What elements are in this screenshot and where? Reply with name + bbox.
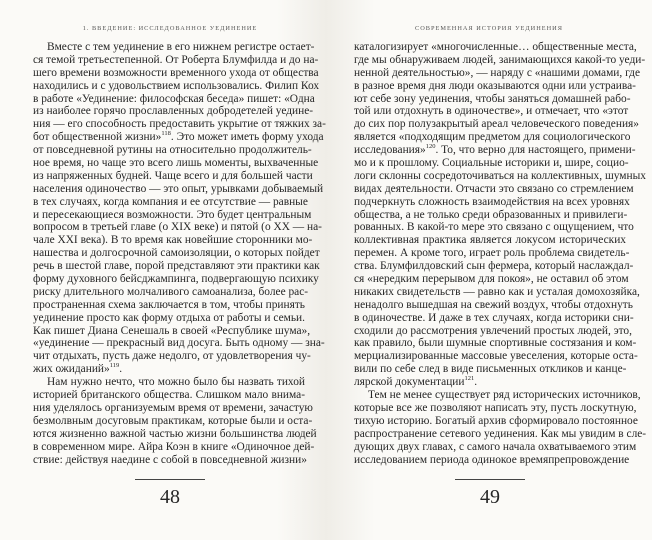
text-line	[354, 376, 626, 389]
line-text: речь в шестой главе, порой представляют эти практики как	[33, 260, 320, 273]
text-line	[33, 337, 325, 350]
page-number: 49	[480, 486, 500, 508]
line-text: Вместе с тем уединение в его нижнем регистре остает-	[47, 41, 315, 53]
line-text: риску длительного молчаливого самоанализа, более рас-	[33, 285, 309, 298]
text-line	[33, 144, 312, 157]
text-line	[33, 273, 319, 286]
line-text: лярской документации	[354, 376, 465, 389]
text-line	[354, 209, 626, 222]
page-body	[354, 41, 647, 466]
text-line	[354, 105, 629, 118]
text-line	[33, 169, 313, 183]
text-line	[33, 66, 319, 80]
line-text: исследования»	[354, 144, 426, 157]
text-line	[354, 169, 646, 183]
line-text: вопросом в третьей главе (о XIX веке) и пятой (о XX — на-	[33, 221, 322, 234]
line-text: ся «нередким перерывом для покоя», не оставил об этом	[354, 273, 629, 286]
text-line	[33, 260, 320, 273]
line-text: вили по себе след в виде письменных откликов и канце-	[354, 363, 627, 376]
text-line	[354, 66, 641, 80]
line-text: коллективная практика является локусом исторических	[354, 234, 626, 247]
text-line	[354, 350, 638, 363]
line-text: уединение просто как форму отдыха от работы и семьи.	[33, 311, 305, 324]
text-line	[33, 414, 313, 428]
text-line	[33, 324, 311, 338]
line-text: Как пишет Диана Сенешаль в своей «Республике шума»,	[33, 324, 311, 337]
text-line	[354, 234, 626, 247]
page-number-rule	[135, 479, 205, 480]
text-line	[354, 440, 637, 454]
line-text: до сих пор полузакрытый ареал человеческого поведения»	[354, 118, 639, 131]
line-text: в современном мире. Айра Коэн в книге «Одиночное дей-	[33, 440, 315, 453]
line-text: ния уделялось организуемым время от времени, зачастую	[33, 401, 313, 414]
text-line	[33, 105, 314, 118]
footnote-reference: 118	[161, 130, 171, 138]
line-text: перемен. А кроме того, играет роль проблема свидетель-	[354, 247, 630, 260]
text-line	[354, 41, 637, 54]
line-text: Тем не менее существует ряд исторических источников,	[368, 389, 641, 402]
line-text-continued: . То, что верно для настоящего, примени-	[435, 144, 636, 157]
text-line	[33, 350, 311, 363]
line-text: «уединение — прекрасный вид досуга. Быть одному — зна-	[33, 337, 325, 350]
text-line	[354, 414, 638, 428]
line-text: мерциализированные массовые увеселения, которые оста-	[354, 350, 638, 363]
line-text-continued: . Это может иметь форму ухода	[170, 131, 324, 144]
line-text: от повседневной рутины на относительно продолжитель-	[33, 144, 312, 157]
line-text: логи склонны сосредоточиваться на коллективных, шумных	[354, 169, 646, 182]
text-line	[354, 79, 636, 93]
line-text: ются жизненно важной частью жизни большинства людей	[33, 427, 317, 440]
text-line	[354, 221, 634, 234]
line-text: мо и к прошлому. Социальные историки и, шире, социо-	[354, 157, 629, 170]
line-text: чале XXI века). В то время как новейшие сторонники мо-	[33, 234, 313, 247]
text-line	[354, 260, 634, 273]
line-text: сходили до рассмотрения увлечений простых людей, это,	[354, 324, 632, 337]
footnote-reference: 120	[425, 143, 436, 151]
text-line	[354, 363, 626, 376]
text-line	[354, 53, 646, 67]
line-text: исследованием периода одинокое времяпрепровождение	[354, 453, 630, 466]
line-text: пространенная схема заключается в том, чтобы принять	[33, 298, 305, 311]
text-line	[33, 376, 305, 389]
text-line	[33, 195, 308, 209]
text-line	[354, 389, 641, 402]
page-body	[33, 41, 326, 466]
line-text: тихую историю. Богатый архив сформировало постоянное	[354, 414, 638, 427]
line-text: распространение сетевого уединения. Как мы увидим в сле-	[354, 427, 647, 440]
line-text: населения одиночество — это опыт, урывками добываемый	[33, 182, 324, 195]
line-text: форму духовного бейсджампинга, подвергающую психику	[33, 273, 319, 286]
text-line	[33, 299, 305, 312]
text-line	[33, 454, 305, 467]
line-text: видах деятельности. Отчасти это связано со стремлением	[354, 182, 634, 195]
text-line	[33, 234, 313, 247]
text-line	[33, 157, 319, 170]
text-line	[33, 312, 305, 325]
line-text: бот общественной жизни»	[33, 131, 162, 144]
text-line	[354, 427, 647, 441]
line-text: в работе «Уединение: философская беседа» пишет: «Одна	[33, 92, 315, 105]
line-text: той или отдохнуть в одиночестве», и отмечает, что «этот	[354, 105, 629, 118]
text-line	[354, 285, 640, 299]
text-line	[354, 324, 632, 338]
text-line	[33, 389, 305, 402]
line-text: из напряженных будней. Чаще всего и для большей части	[33, 169, 313, 182]
text-line	[33, 440, 315, 454]
text-line	[33, 427, 317, 441]
text-line	[354, 92, 631, 106]
line-text: рованных. В какой-то мере это связано с ощущением, что	[354, 221, 634, 234]
line-text: ют себе зону уединения, чтобы заняться домашней рабо-	[354, 92, 631, 105]
line-text: Нам нужно нечто, что можно было бы назвать тихой	[47, 376, 305, 389]
line-text: ся темой третьестепенной. От Роберта Блумфилда и до на-	[33, 53, 319, 66]
text-line	[33, 182, 324, 196]
text-line	[354, 131, 631, 144]
line-text: из наиболее горячо прославленных добродетелей уедине-	[33, 105, 314, 118]
text-line	[354, 195, 630, 209]
text-line	[354, 453, 630, 467]
line-text: ния — его способность предоставить укрытие от тяжких за-	[33, 118, 326, 131]
line-text: безмолвным досуговым практикам, которые были и оста-	[33, 414, 313, 427]
line-text: где мы обнаруживаем людей, занимающихся какой-то уеди-	[354, 53, 646, 66]
line-text: каталогизирует «многочисленные… общественные места,	[354, 41, 637, 53]
line-text: жих ожиданий»	[33, 363, 110, 376]
text-line	[354, 298, 633, 312]
text-line	[354, 143, 636, 157]
text-line	[33, 208, 312, 222]
text-line	[33, 221, 322, 234]
line-text: ненной деятельностью», — наряду с «нашими домами, где	[354, 66, 641, 79]
line-text: ное время, но чаще это всего лишь моменты, выхваченные	[33, 157, 319, 170]
page-number-rule	[455, 479, 525, 480]
right-page	[326, 0, 652, 540]
line-text: историей британского общества. Слишком мало внима-	[33, 389, 305, 402]
text-line	[354, 401, 637, 415]
text-line	[33, 285, 309, 299]
line-text: в одиночестве. И даже в тех случаях, когда историки сни-	[354, 311, 634, 324]
text-line	[33, 363, 305, 376]
text-line	[33, 53, 319, 67]
line-text: находились и с удовольствием использовались. Филип Кох	[33, 79, 320, 92]
line-text: шего времени возможности временного ухода от общества	[33, 66, 319, 79]
text-line	[354, 247, 630, 260]
footnote-reference: 119	[109, 362, 120, 370]
footnote-reference: 121	[464, 375, 475, 383]
text-line	[33, 247, 320, 260]
page-number: 48	[160, 486, 180, 508]
line-text: никаких свидетельств — равно как и усталая домохозяйка,	[354, 285, 640, 298]
text-line	[354, 118, 639, 131]
line-text: ствие: действуя наедине с собой в повседневной жизни»	[33, 453, 307, 466]
line-text-continued: .	[119, 363, 123, 376]
text-line	[354, 157, 629, 170]
line-text: является «подходящим предметом для социологического	[354, 131, 631, 144]
line-text-continued: .	[474, 376, 478, 389]
line-text: подчеркнуть сложность взаимодействия на всех уровнях	[354, 195, 630, 208]
text-line	[354, 337, 637, 350]
text-line	[33, 41, 315, 54]
line-text: ненадолго вышедшая на свежий воздух, чтобы отдохнуть	[354, 298, 633, 311]
text-line	[33, 401, 313, 415]
line-text: дующих двух главах, с самого начала охватываемого этим	[354, 440, 637, 453]
line-text: ства. Блумфилдовский сын фермера, который наслаждал-	[354, 260, 634, 273]
line-text: нашества и долгосрочной самоизоляции, о которых пойдет	[33, 247, 320, 260]
line-text: в тех случаях, когда компания и ее отсутствие — равные	[33, 195, 308, 208]
line-text: и пересекающиеся возможности. Это будет центральным	[33, 208, 312, 221]
text-line	[33, 79, 320, 93]
text-line	[354, 311, 634, 325]
text-line	[354, 273, 629, 286]
line-text: чит отдыхать, пусть даже недолго, от удовлетворения чу-	[33, 350, 311, 363]
line-text: как правило, были шумные спортивные состязания и ком-	[354, 337, 637, 350]
line-text: которые все же позволяют написать эту, пусть лоскутную,	[354, 401, 637, 414]
running-head: СОВРЕМЕННАЯ ИСТОРИЯ УЕДИНЕНИЯ	[415, 25, 563, 32]
line-text: в разное время дня люди оказываются одни или устраива-	[354, 79, 636, 92]
text-line	[33, 92, 315, 106]
running-head: 1. ВВЕДЕНИЕ: ИССЛЕДОВАННОЕ УЕДИНЕНИЕ	[82, 25, 258, 32]
line-text: общества, а не только среди образованных и привилеги-	[354, 208, 628, 221]
text-line	[354, 182, 634, 196]
text-line	[33, 130, 324, 144]
